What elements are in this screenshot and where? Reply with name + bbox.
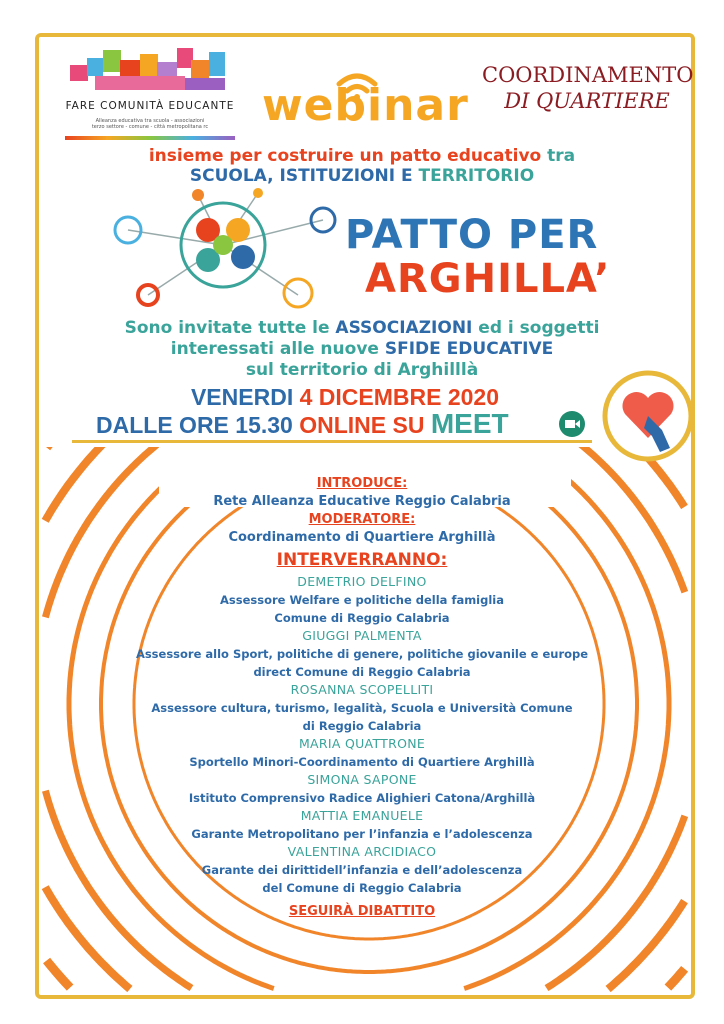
speaker-role: direct Comune di Reggio Calabria [253, 665, 471, 679]
fare-comunita-educante-logo [65, 40, 235, 140]
speaker-role: Garante dei dirittidell’infanzia e dell’adolescenza [201, 863, 523, 877]
speaker-role: Sportello Minori-Coordinamento di Quartiere Arghillà [189, 755, 535, 769]
speaker-name: SIMONA SAPONE [307, 772, 417, 787]
meet-label: MEET [430, 408, 509, 439]
speaker-role: Assessore allo Sport, politiche di genere, politiche giovanile e europe [135, 647, 589, 661]
speaker-role: del Comune di Reggio Calabria [262, 881, 462, 895]
introduce-label: INTRODUCE: [316, 476, 408, 491]
yellow-divider [72, 440, 592, 443]
invite-text-3: interessati alle nuove [170, 339, 379, 359]
date-day: VENERDI [190, 384, 294, 410]
tagline-tra: tra [547, 146, 576, 166]
logo-subtitle-1: Alleanza educativa tra scuola - associazioni [95, 118, 205, 124]
moderator-label: MODERATORE: [308, 512, 416, 527]
time-value: DALLE ORE 15.30 [96, 412, 293, 438]
speaker-name: DEMETRIO DELFINO [297, 574, 427, 589]
closing-label: SEGUIRÀ DIBATTITO [288, 904, 436, 919]
rainbow-bar [65, 136, 235, 140]
invite-line3: sul territorio di Arghilllà [245, 360, 479, 380]
speaker-name: MATTIA EMANUELE [300, 808, 424, 823]
speaker-name: ROSANNA SCOPELLITI [290, 682, 434, 697]
speaker-role: Garante Metropolitano per l’infanzia e l’adolescenza [191, 827, 533, 841]
network-hands-icon [108, 185, 338, 310]
speaker-name: VALENTINA ARCIDIACO [287, 844, 437, 859]
speakers-label: INTERVERRANNO: [276, 550, 448, 570]
date-line [95, 384, 595, 411]
moderator-value: Coordinamento di Quartiere Arghillà [228, 530, 496, 545]
coordinamento-line1: COORDINAMENTO [482, 63, 694, 87]
puzzle-pieces-icon [65, 40, 235, 92]
logo-title: FARE COMUNITÀ EDUCANTE [65, 100, 235, 112]
logo-subtitle-2: terzo settore - comune - città metropolitana rc [91, 124, 209, 130]
introduce-value: Rete Alleanza Educative Reggio Calabria [213, 494, 511, 509]
speaker-name: GIUGGI PALMENTA [302, 628, 422, 643]
speaker-role: Comune di Reggio Calabria [274, 611, 450, 625]
google-meet-icon [558, 410, 586, 438]
title-line2: ARGHILLA’ [365, 256, 611, 302]
coordinamento-logo [482, 62, 692, 114]
heart-click-icon [600, 368, 696, 464]
title-line1: PATTO PER [345, 212, 599, 258]
tagline-line2 [0, 166, 724, 186]
tagline-line1 [0, 146, 724, 166]
speaker-role: Assessore cultura, turismo, legalità, Scuola e Università Comune [151, 701, 573, 715]
invite-text-2: ed i soggetti [478, 318, 600, 338]
tagline-territorio: TERRITORIO [418, 166, 535, 186]
tagline-text: insieme per costruire un patto educativo [148, 146, 542, 166]
speaker-role: di Reggio Calabria [302, 719, 422, 733]
webinar-title: webinar [262, 80, 469, 131]
time-line [96, 408, 509, 440]
invite-line1 [0, 318, 724, 338]
invite-text: Sono invitate tutte le [124, 318, 330, 338]
coordinamento-line2: DI QUARTIERE [504, 89, 670, 113]
invite-line2 [0, 339, 724, 359]
tagline-institutions: SCUOLA, ISTITUZIONI E [189, 166, 413, 186]
invite-sfide: SFIDE EDUCATIVE [384, 339, 554, 359]
speaker-role: Istituto Comprensivo Radice Alighieri Catona/Arghillà [188, 791, 536, 805]
speaker-role: Assessore Welfare e politiche della famiglia [219, 593, 505, 607]
online-label: ONLINE SU [299, 412, 425, 438]
speaker-name: MARIA QUATTRONE [298, 736, 426, 751]
date-value: 4 DICEMBRE 2020 [299, 384, 500, 410]
invite-associazioni: ASSOCIAZIONI [335, 318, 473, 338]
program [0, 475, 724, 921]
